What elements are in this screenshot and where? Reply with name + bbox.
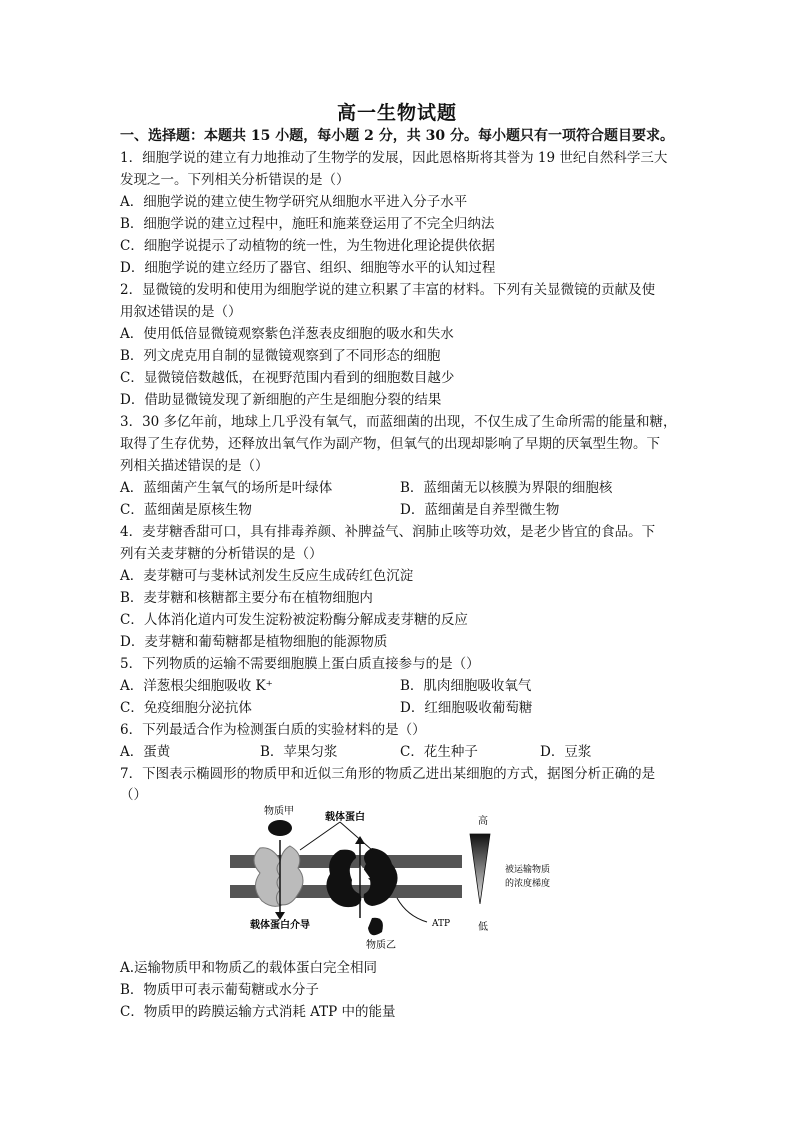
- q3-stem-line2: 取得了生存优势，还释放出氧气作为副产物，但氧气的出现却影响了早期的厌氧型生物。下: [120, 436, 660, 452]
- q3-option-a: A．蓝细菌产生氧气的场所是叶绿体: [120, 480, 333, 496]
- section-heading: 一、选择题：本题共 15 小题，每小题 2 分，共 30 分。每小题只有一项符合题目要求。: [120, 128, 674, 144]
- q3-option-c: C．蓝细菌是原核生物: [120, 502, 252, 518]
- q5-option-d: D．红细胞吸收葡萄糖: [400, 700, 533, 716]
- transport-arrowhead-a: [275, 912, 285, 920]
- substance-b-shape: [368, 918, 383, 935]
- q2-option-a: A．使用低倍显微镜观察紫色洋葱表皮细胞的吸水和失水: [120, 326, 454, 342]
- label-high: 高: [478, 816, 488, 827]
- gradient-triangle: [470, 834, 490, 904]
- atp-pointer: [397, 898, 427, 922]
- q7-stem-line2: （）: [120, 787, 147, 803]
- q5-stem: 5．下列物质的运输不需要细胞膜上蛋白质直接参与的是（）: [120, 656, 480, 672]
- q4-stem-line1: 4．麦芽糖香甜可口，具有排毒养颜、补脾益气、润肺止咳等功效，是老少皆宜的食品。下: [120, 524, 656, 540]
- q4-option-d: D．麦芽糖和葡萄糖都是植物细胞的能源物质: [120, 634, 388, 650]
- q7-option-b: B．物质甲可表示葡萄糖或水分子: [120, 982, 319, 998]
- q5-option-a: A．洋葱根尖细胞吸收 K⁺: [120, 678, 273, 694]
- q1-stem-line2: 发现之一。下列相关分析错误的是（）: [120, 172, 350, 188]
- q3-stem-line1: 3．30 多亿年前，地球上几乎没有氧气，而蓝细菌的出现，不仅生成了生命所需的能量和糖，: [120, 414, 677, 430]
- q6-option-b: B．苹果匀浆: [260, 744, 338, 760]
- transport-arrowhead-b: [355, 836, 365, 844]
- q4-option-c: C．人体消化道内可发生淀粉被淀粉酶分解成麦芽糖的反应: [120, 612, 468, 628]
- label-carrier: 载体蛋白: [325, 812, 365, 823]
- q2-option-b: B．列文虎克用自制的显微镜观察到了不同形态的细胞: [120, 348, 441, 364]
- q3-stem-line3: 列相关描述错误的是（）: [120, 458, 269, 474]
- substance-a-shape: [268, 820, 292, 836]
- q5-option-c: C．免疫细胞分泌抗体: [120, 700, 252, 716]
- membrane-transport-diagram: [222, 800, 602, 955]
- q1-option-a: A．细胞学说的建立使生物学研究从细胞水平进入分子水平: [120, 194, 468, 210]
- q6-stem: 6．下列最适合作为检测蛋白质的实验材料的是（）: [120, 722, 426, 738]
- page-title: 高一生物试题: [336, 102, 457, 124]
- q5-option-b: B．肌肉细胞吸收氧气: [400, 678, 532, 694]
- q1-option-d: D．细胞学说的建立经历了器官、组织、细胞等水平的认知过程: [120, 260, 496, 276]
- q3-option-b: B．蓝细菌无以核膜为界限的细胞核: [400, 480, 613, 496]
- q2-option-d: D．借助显微镜发现了新细胞的产生是细胞分裂的结果: [120, 392, 442, 408]
- label-substance-a: 物质甲: [264, 806, 294, 817]
- label-atp: ATP: [432, 919, 451, 929]
- q2-stem-line2: 用叙述错误的是（）: [120, 304, 242, 320]
- label-gradient-line2: 的浓度梯度: [505, 879, 551, 889]
- q7-option-a: A.运输物质甲和物质乙的载体蛋白完全相同: [120, 960, 378, 976]
- q1-option-c: C．细胞学说提示了动植物的统一性，为生物进化理论提供依据: [120, 238, 495, 254]
- label-gradient-line1: 被运输物质: [505, 865, 551, 875]
- q2-option-c: C．显微镜倍数越低，在视野范围内看到的细胞数目越少: [120, 370, 455, 386]
- carrier-pointer-left: [300, 822, 340, 850]
- q4-option-b: B．麦芽糖和核糖都主要分布在植物细胞内: [120, 590, 373, 606]
- q7-stem-line1: 7．下图表示椭圆形的物质甲和近似三角形的物质乙进出某细胞的方式，据图分析正确的是: [120, 766, 656, 782]
- label-mediated: 载体蛋白介导: [250, 920, 310, 931]
- q6-option-c: C．花生种子: [400, 744, 478, 760]
- q4-option-a: A．麦芽糖可与斐林试剂发生反应生成砖红色沉淀: [120, 568, 414, 584]
- q2-stem-line1: 2．显微镜的发明和使用为细胞学说的建立积累了丰富的材料。下列有关显微镜的贡献及使: [120, 282, 656, 298]
- carrier-pointer-right: [340, 822, 372, 850]
- q7-option-c: C．物质甲的跨膜运输方式消耗 ATP 中的能量: [120, 1004, 396, 1020]
- q1-stem-line1: 1．细胞学说的建立有力地推动了生物学的发展，因此恩格斯将其誉为 19 世纪自然科学三大: [120, 150, 668, 166]
- label-low: 低: [478, 922, 488, 933]
- q1-option-b: B．细胞学说的建立过程中，施旺和施莱登运用了不完全归纳法: [120, 216, 495, 232]
- label-substance-b: 物质乙: [366, 940, 396, 951]
- q6-option-d: D．豆浆: [540, 744, 592, 760]
- q6-option-a: A．蛋黄: [120, 744, 171, 760]
- q4-stem-line2: 列有关麦芽糖的分析错误的是（）: [120, 546, 323, 562]
- q3-option-d: D．蓝细菌是自养型微生物: [400, 502, 560, 518]
